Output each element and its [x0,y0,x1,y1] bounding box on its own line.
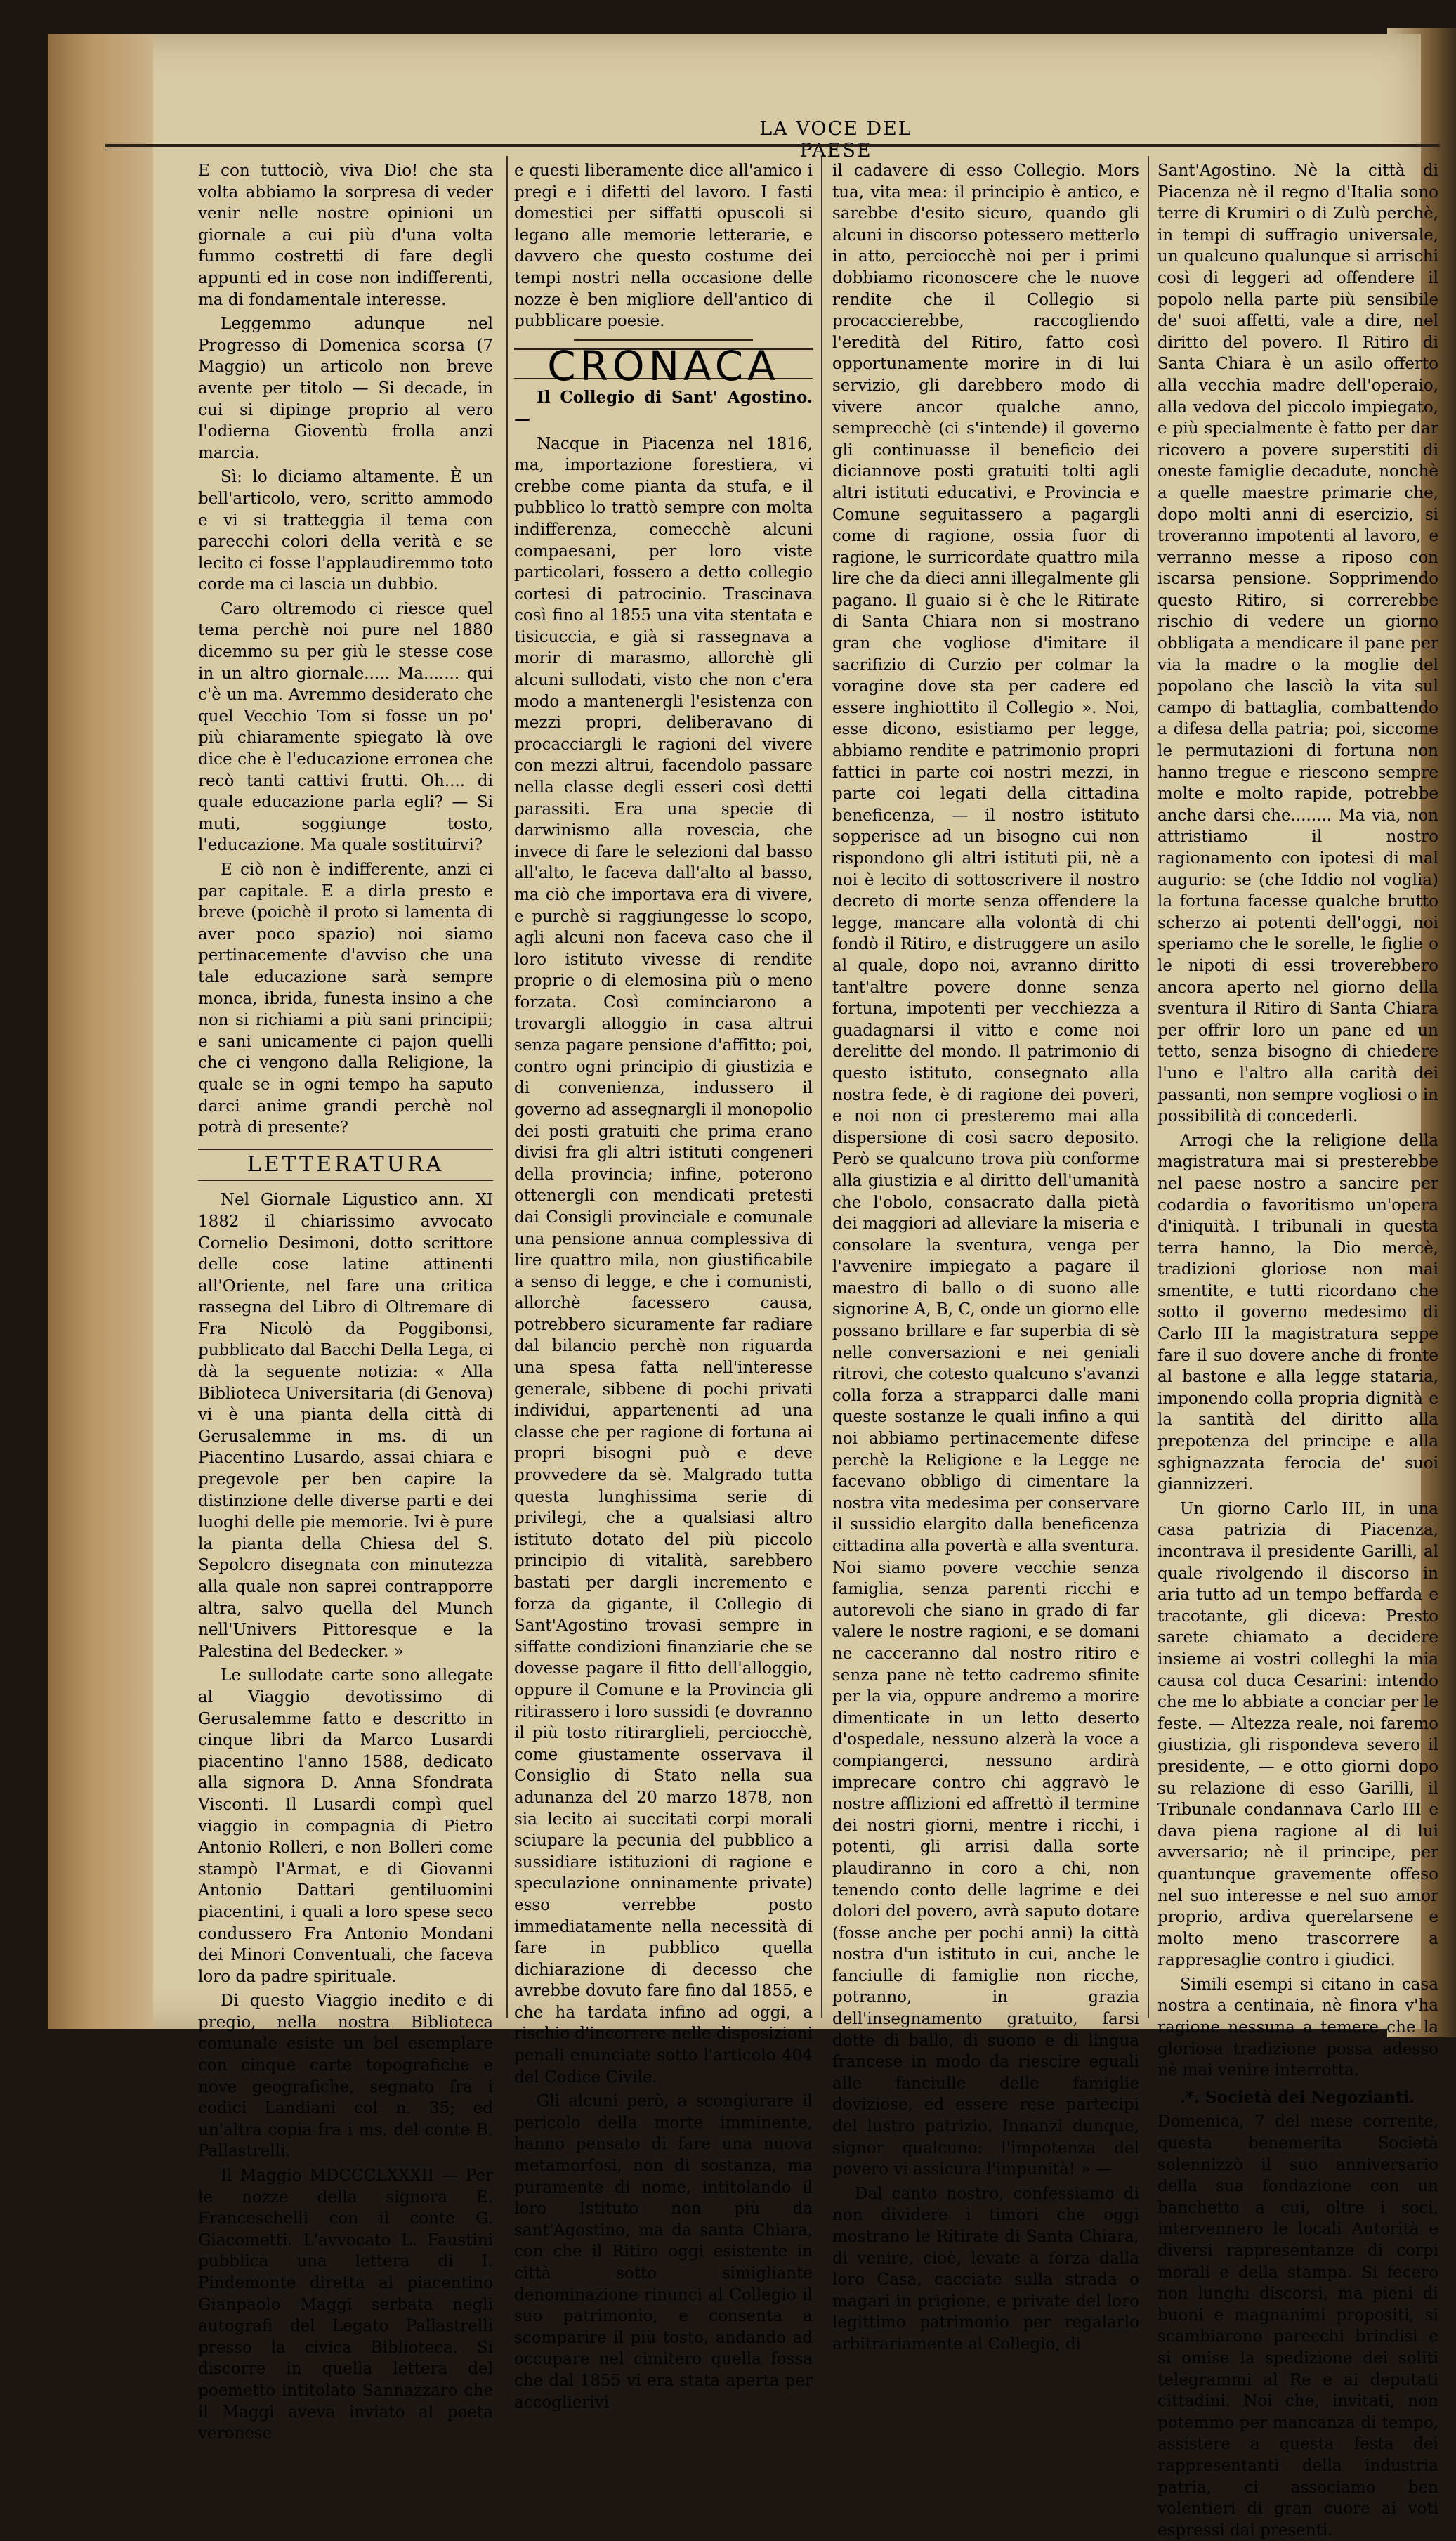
header-rule [105,144,1440,147]
article-paragraph: Caro oltremodo ci riesce quel tema perchè noi pure nel 1880 dicemmo su per giù le stesse cose in un altro giornale..... Ma....... qui c'è un ma. Avremmo desiderato che quel Vecchio Tom si fosse un po' più chiaramente spiegato là ove dice che è l'educazione erronea che recò tanti cattivi frutti. Oh.... di quale educazione parla egli? — Si muti, soggiunge tosto, l'educazione. Ma quale sostituirvi? [198,599,493,855]
bound-page-edge [48,34,153,2029]
column-1 [198,160,493,2443]
section-heading-letteratura: LETTERATURA [198,1149,493,1182]
article-paragraph: Domenica, 7 del mese corrente, questa benemerita Società solennizzò il suo anniversario della sua fondazione con un banchetto a cui, oltre i soci, intervennero le locali Autorità e diversi rappresentanze di corpi morali e della stampa. Si fecero non lunghi discorsi, ma pieni di buoni e magnanimi propositi, si scambiarono parecchi brindisi e si omise la spedizione dei soliti telegrammi al Re e ai deputati cittadini. Noi che, invitati, non potemmo per mancanza di tempo, assistere a questa festa dei rappresentanti della industria patria, ci associamo ben volentieri di gran cuore ai voti espressi dai presenti. [1157,2112,1438,2540]
column-3 [832,160,1139,2353]
section-heading-cronaca: CRONACA [514,348,813,379]
article-paragraph: E ciò non è indifferente, anzi ci par capitale. E a dirla presto e breve (poichè il proto si lamenta di aver poco spazio) noi siamo pertinacemente d'avviso che una tale educazione sarà sempre monca, ibrida, funesta insino a che non si richiami a più sani principii; e sani unicamente ci pajon quelli che ci vengono dalla Religione, la quale se in ogni tempo ha saputo darci anime grandi perchè nol potrà di presente? [198,861,493,1137]
article-paragraph: Il Maggio MDCCCLXXXII — Per le nozze della signora E. Franceschelli con il conte G. Giacometti. L'avvocato L. Faustini pubblica una lettera di I. Pindemonte diretta al piacentino Gianpaolo Maggi serbata negli autografi del Legato Pallastrelli presso la civica Biblioteca. Si discorre in quella lettera del poemetto intitolato Sannazzaro che il Maggi aveva inviato al poeta veronese [198,2167,493,2443]
column-divider [506,156,508,2018]
article-paragraph: Sant'Agostino. Nè la città di Piacenza nè il regno d'Italia sono terre di Krumiri o di Zulù perchè, in tempi di suffragio universale, un qualcuno qualunque si arrischi così di leggeri ad offendere il popolo nella parte più sensibile de' suoi affetti, vale a dire, nel diritto del povero. Il Ritiro di Santa Chiara è un asilo offerto alla vecchia madre dell'operaio, alla vedova del piccolo impiegato, e più specialmente è fatto per dar ricovero a povere superstiti di oneste famiglie decadute, nonchè a quelle maestre primarie che, dopo molti anni di esercizio, si troveranno impotenti al lavoro, e verranno messe a riposo con iscarsa pensione. Sopprimendo questo Ritiro, si correrebbe rischio di vedere un giorno obbligata a mendicare il pane per via la madre o la moglie del popolano che lasciò la vita sul campo di battaglia, combattendo a difesa della patria; poi, siccome le permutazioni di fortuna non hanno tregue e riescono sempre molte e molto rapide, potrebbe anche darsi che........ Ma via, non attristiamo il nostro ragionamento con ipotesi di mal augurio: se (che Iddio nol voglia) la fortuna facesse qualche brutto scherzo ai potenti dell'oggi, noi speriamo che le sorelle, le figlie o le nipoti di essi troverebbero ancora aperto nel giorno della sventura il Ritiro di Santa Chiara per offrir loro un pane ed un tetto, senza bisogno di chiedere l'uno e l'altro alla carità dei passanti, non sempre vogliosi o in possibilità di concederli. [1157,162,1438,1126]
article-paragraph: Leggemmo adunque nel Progresso di Domenica scorsa (7 Maggio) un articolo non breve avente per titolo — Si decade, in cui si dipinge proprio al vero l'odierna Gioventù frolla anzi marcia. [198,315,493,462]
article-paragraph: Un giorno Carlo III, in una casa patrizia di Piacenza, incontrava il presidente Garilli, al quale rivolgendo il discorso in aria tutto ad un tempo beffarda e tracotante, gli diceva: Presto sarete chiamato a decidere insieme ai vostri colleghi la mia causa col duca Cesarini: intendo che me lo abbiate a conciar per le feste. — Altezza reale, noi faremo giustizia, gli rispondeva severo il presidente, — e otto giorni dopo su relazione di esso Garilli, il Tribunale condannava Carlo III e dava piena ragione al di lui avversario; nè il principe, per quantunque gravemente offeso nel suo interesse e nel suo amor proprio, ardiva querelarsene e molto meno trascorrere a rappresaglie contro i giudici. [1157,1499,1438,1970]
masthead: LA VOCE DEL PAESE [759,118,912,162]
column-2 [514,160,813,2412]
article-paragraph: il cadavere di esso Collegio. Mors tua, vita mea: il principio è antico, e sarebbe d'esito sicuro, quando gli alcuni in discorso potessero metterlo in atto, perciocchè noi per i primi dobbiamo riconoscere che le nuove rendite che il Collegio si procaccierebbe, raccogliendo l'eredità del Ritiro, fatto così opportunamente morire in di lui servizio, gli darebbero modo di vivere ancor qualche anno, semprecchè (ci s'intende) il governo gli continuasse il beneficio dei diciannove posti gratuiti tolti agli altri istituti educativi, e Provincia e Comune seguitassero a pagargli come di ragione, ossia fuor di ragione, le surricordate quattro mila lire che da dieci anni illegalmente gli pagano. Il guaio si è che le Ritirate di Santa Chiara non si mostrano gran che vogliose d'imitare il sacrifizio di Curzio per colmar la voragine dove sta per cadere ed essere inghiottito il Collegio ». Noi, esse dicono, esistiamo per legge, abbiamo rendite e patrimonio propri fattici in parte coi nostri mezzi, in parte coi legati della cittadina beneficenza, — il nostro istituto sopperisce ad un bisogno cui non rispondono gli altri istituti pii, nè a noi è lecito di sottoscrivere il nostro decreto di morte senza offendere la legge, mancare alla volontà di chi fondò il Ritiro, e distruggere un asilo al quale, dopo noi, avranno diritto tant'altre povere donne senza fortuna, impotenti per vecchiezza a guadagnarsi il vitto e come noi derelitte del mondo. Il patrimonio di questo istituto, consegnato alla nostra fede, è di ragione dei poveri, e noi non ci presteremo mai alla dispersione di così sacro deposito. Però se qualcuno trova più conforme alla giustizia e al diritto dell'umanità che l'obolo, consacrato dalla pietà dei maggiori ad alleviare la miseria e consolare la sventura, venga per l'avvenire impiegato a pagare il maestro di ballo o di suono alle signorine A, B, C, onde un giorno elle possano brillare e far superbia di sè nelle conversazioni e nei geniali ritrovi, che cotesto qualcuno s'avanzi colla forza a strapparci dalle mani queste sostanze le quali infino a qui noi abbiamo pertinacemente difese perchè la Religione e la Legge ne facevano obbligo di cimentare la nostra vita medesima per conservare il sussidio elargito dalla beneficenza cittadina alla povertà e alla sventura. Noi siamo povere vecchie senza famiglia, senza parenti ricchi e autorevoli che siano in grado di far valere le nostre ragioni, e se domani ne cacceranno dal nostro ritiro e senza pane nè tetto cadremo sfinite per la via, oppure andremo a morire dimenticate in un letto deserto d'ospedale, nessuno alzerà la voce a compiangerci, nessuno ardirà imprecare contro chi aggravò le nostre afflizioni ed affrettò il termine dei nostri giorni, mentre i ricchi, i potenti, gli arrisi dalla sorte plaudiranno in coro a chi, non tenendo conto delle lagrime e dei dolori del povero, avrà saputo dotare (fosse anche per pochi anni) la città nostra d'un istituto in cui, anche le fanciulle di famiglie non ricche, potranno, in grazia dell'insegnamento gratuito, farsi dotte di ballo, di suono e di lingua francese in modo da riescire eguali alle fanciulle delle famiglie doviziose, ed essere rese partecipi del lustro patrizio. Innanzi dunque, signor qualcuno: l'impotenza del povero vi assicura l'impunità! » — [832,162,1139,2179]
article-paragraph: Sì: lo diciamo altamente. È un bell'articolo, vero, scritto ammodo e vi si tratteggia il tema con parecchi colori della verità e se lecito ci fosse l'applaudiremmo toto corde ma ci lascia un dubbio. [198,468,493,594]
article-paragraph: Simili esempi si citano in casa nostra a centinaia, nè finora v'ha ragione nessuna a temere che la gloriosa tradizione possa adesso nè mai venire interrotta. [1157,1975,1438,2080]
article-title: Il Collegio di Sant' Agostino. — [514,388,813,429]
article-paragraph: Gli alcuni però, a scongiurare il pericolo della morte imminente, hanno pensato di fare una nuova metamorfosi, non di sostanza, ma puramente di nome, intitolando il loro Istituto non più da sant'Agostino, ma da santa Chiara, con che il Ritiro oggi esistente in città sotto simigliante denominazione rinunci al Collegio il suo patrimonio, e consenta a scomparire il più tosto, andando ad occupare nel cimitero quella fossa che dal 1855 vi era stata aperta per accoglierivi [514,2092,813,2412]
article-paragraph: Arrogi che la religione della magistratura mai si presterebbe nel paese nostro a sancire per codardia o favoritismo un'opera d'iniquità. I tribunali in questa terra hanno, la Dio mercè, tradizioni gloriose non mai smentite, e tutti ricordano che sotto il governo medesimo di Carlo III la magistratura seppe fare il suo dovere anche di fronte al bastone e alla legge stataria, imponendo colla propria dignità e la santità del diritto alla prepotenza del principe e alla sghignazzata ferocia de' suoi giannizzeri. [1157,1131,1438,1494]
article-paragraph: Le sullodate carte sono allegate al Viaggio devotissimo di Gerusalemme fatto e descritto in cinque libri da Marco Lusardi piacentino l'anno 1588, dedicato alla signora D. Anna Sfondrata Visconti. Il Lusardi compì quel viaggio in compagnia di Pietro Antonio Rolleri, e non Bolleri come stampò l'Armat, e di Giovanni Antonio Dattari gentiluomini piacentini, i quali a loro spese seco condussero Fra Antonio Mondani dei Minori Conventuali, che faceva loro da padre spirituale. [198,1666,493,1986]
article-paragraph: Nacque in Piacenza nel 1816, ma, importazione forestiera, vi crebbe come pianta da stufa, e il pubblico lo trattò sempre con molta indifferenza, comecchè alcuni compaesani, per loro viste particolari, fossero a detto collegio cortesi di patrocinio. Trascinava così fino al 1855 una vita stentata e tisicuccia, e già si rassegnava a morir di marasmo, allorchè gli alcuni sullodati, visto che non c'era modo a mantenergli l'esistenza con mezzi propri, deliberavano di procacciargli le ragioni del vivere con mezzi altrui, facendolo passare nella classe degli esseri così detti parassiti. Era una specie di darwinismo alla rovescia, che invece di fare le selezioni dal basso all'alto, le faceva dall'alto al basso, ma ciò che importava era di vivere, e purchè si raggiungesse lo scopo, agli alcuni non faceva caso che il loro istituto vivesse di rendite proprie o di elemosina più o meno forzata. Così cominciarono a trovargli alloggio in casa altrui senza pagare pensione d'affitto; poi, contro ogni principio di giustizia e di convenienza, indussero il governo ad assegnargli il monopolio dei posti gratuiti che prima erano divisi fra gli altri istituti congeneri della provincia; infine, poterono ottenergli con mendicati pretesti dai Consigli provinciale e comunale una pensione annua complessiva di lire quattro mila, non giustificabile a senso di legge, e che i comunisti, allorchè facessero causa, potrebbero sicuramente far radiare dal bilancio perchè non riguarda una spesa fatta nell'interesse generale, sibbene di pochi privati individui, appartenenti ad una classe che per ragione di fortuna ai propri bisogni può e deve provvedere da sè. Malgrado tutta questa lunghissima serie di privilegi, che a qualsiasi altro istituto dotato del più piccolo principio di vitalità, sarebbero bastati per dargli incremento e forza da gigante, il Collegio di Sant'Agostino trovasi sempre in siffatte condizioni finanziarie che se dovesse pagare il fitto dell'alloggio, oppure il Comune e la Provincia gli ritirassero i loro sussidi (e dovranno il più tosto ritirarglieli, perciocchè, come giustamente osservava il Consiglio di Stato nella sua adunanza del 20 marzo 1878, non sia lecito ai succitati corpi morali sciupare la pecunia del pubblico a sussidiare istituzioni di ragione e speculazione onninamente private) esso verrebbe posto immediatamente nella necessità di fare in pubblico quella dichiarazione di decesso che avrebbe dovuto fare fino dal 1855, e che ha tardata infino ad oggi, a rischio d'incorrere nelle disposizioni penali enunciate sotto l'articolo 404 del Codice Civile. [514,434,813,2086]
article-paragraph: e questi liberamente dice all'amico i pregi e i difetti del lavoro. I fasti domestici per siffatti opuscoli si legano alle memorie letterarie, e davvero che questo costume dei tempi nostri nella occasione delle nozze è ben migliore dell'antico di pubblicare poesie. [514,162,813,331]
article-paragraph: Nel Giornale Ligustico ann. XI 1882 il chiarissimo avvocato Cornelio Desimoni, dotto scrittore delle cose latine attinenti all'Oriente, nel fare una critica rassegna del Libro di Oltremare di Fra Nicolò da Poggibonsi, pubblicato dal Bacchi Della Lega, ci dà la seguente notizia: « Alla Biblioteca Universitaria (di Genova) vi è una pianta della città di Gerusalemme in ms. di un Piacentino Lusardo, assai chiara e pregevole per ben capire la distinzione delle diverse parti e dei luoghi delle pie memorie. Ivi è pure la pianta della Chiesa del S. Sepolcro disegnata con minutezza alla quale non saprei contrapporre altra, salvo quella del Munch nell'Univers Pittoresque e la Palestina del Bedecker. » [198,1191,493,1661]
article-paragraph: Di questo Viaggio inedito e di pregio, nella nostra Biblioteca comunale esiste un bel esemplare con cinque carte topografiche e nove geografiche, segnato fra i codici Landiani col n. 35; ed un'altra copia fra i ms. del conte B. Pallastrelli. [198,1992,493,2161]
article-paragraph: Dal canto nostro, confessiamo di non dividere i timori che oggi mostrano le Ritirate di Santa Chiara, di venire, cioè, levate a forza dalla loro Casa, cacciate sulla strada o magari in prigione, e private del loro legittimo patrimonio per regalarlo arbitrariamente al Collegio, di [832,2184,1139,2353]
article-paragraph: E con tuttociò, viva Dio! che sta volta abbiamo la sorpresa di veder venir nelle nostre opinioni un giornale a cui più d'una volta fummo costretti di fare degli appunti ed in cose non indifferenti, ma di fondamentale interesse. [198,162,493,309]
article-separator [574,339,753,341]
column-divider [1148,156,1149,2018]
article-title: .*. Società dei Negozianti. [1180,2087,1415,2107]
column-4 [1157,160,1438,2540]
column-divider [821,156,822,2018]
